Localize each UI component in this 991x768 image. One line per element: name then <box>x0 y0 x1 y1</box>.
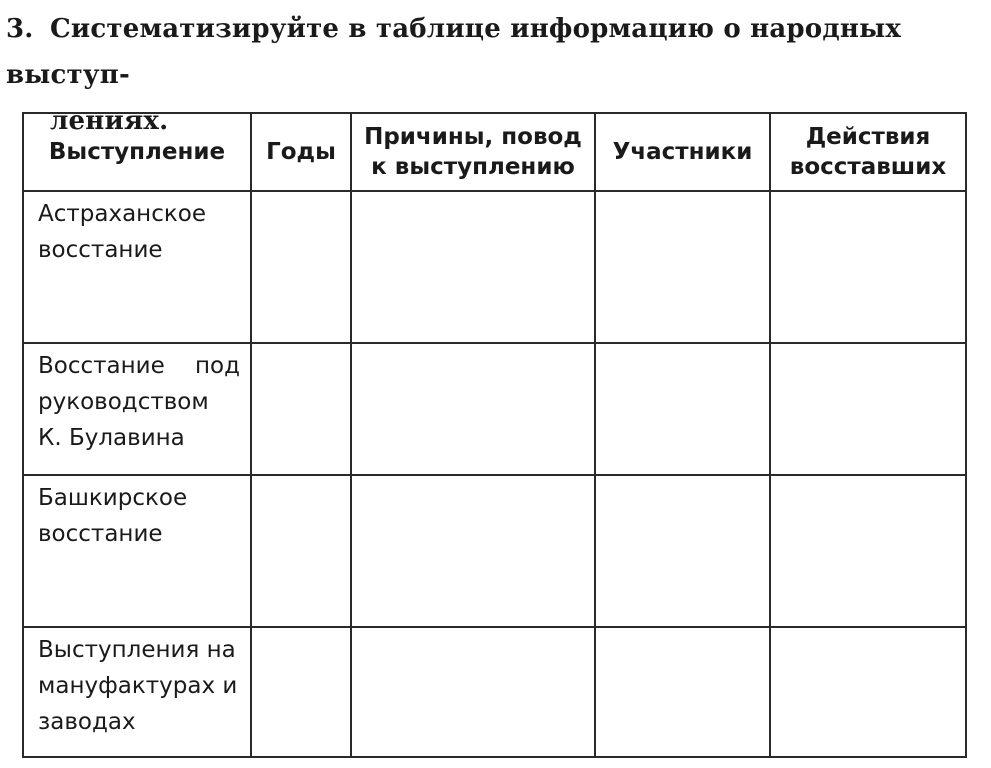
causes-answer-cell[interactable] <box>351 191 595 343</box>
header-cell-participants <box>595 113 770 191</box>
table-row <box>23 475 966 627</box>
actions-answer-cell[interactable] <box>770 343 966 475</box>
event-name-cell <box>23 475 251 627</box>
event-name-cell <box>23 191 251 343</box>
event-name-line <box>38 348 240 384</box>
header-cell-actions <box>770 113 966 191</box>
years-answer-cell[interactable] <box>251 191 351 343</box>
causes-answer-cell[interactable] <box>351 627 595 757</box>
causes-answer-cell[interactable] <box>351 343 595 475</box>
event-name-line: руководством <box>38 389 209 415</box>
participants-answer-cell[interactable] <box>595 627 770 757</box>
event-name-line: Астраханское <box>38 201 206 227</box>
years-answer-cell[interactable] <box>251 343 351 475</box>
header-cell-causes <box>351 113 595 191</box>
event-name-cell <box>23 343 251 475</box>
task-text-line2: лениях. <box>50 106 169 136</box>
event-name-line: К. Булавина <box>38 425 185 451</box>
worksheet-table <box>22 112 967 758</box>
table-row <box>23 343 966 475</box>
actions-answer-cell[interactable] <box>770 191 966 343</box>
table-row <box>23 627 966 757</box>
event-name-word: Восстание <box>38 353 165 379</box>
header-label-line2: к выступлению <box>371 154 575 180</box>
header-cell-years <box>251 113 351 191</box>
header-label-line2: восставших <box>789 154 947 180</box>
header-row <box>23 113 966 191</box>
event-name-line: мануфактурах и <box>38 673 238 699</box>
event-name-line: заводах <box>38 709 136 735</box>
event-name-line: Выступления на <box>38 637 236 663</box>
years-answer-cell[interactable] <box>251 475 351 627</box>
actions-answer-cell[interactable] <box>770 627 966 757</box>
table-row <box>23 191 966 343</box>
header-label: Участники <box>612 139 753 165</box>
event-name-line: Башкирское <box>38 485 188 511</box>
header-cell-event <box>23 113 251 191</box>
task-text-line1: Систематизируйте в таблице информацию о народных выступ- <box>6 14 902 90</box>
participants-answer-cell[interactable] <box>595 191 770 343</box>
event-name-cell <box>23 627 251 757</box>
header-label: Действия <box>805 124 931 150</box>
header-label: Причины, повод <box>364 124 582 150</box>
header-label: Годы <box>266 139 336 165</box>
causes-answer-cell[interactable] <box>351 475 595 627</box>
years-answer-cell[interactable] <box>251 627 351 757</box>
task-number: 3. <box>6 14 34 44</box>
participants-answer-cell[interactable] <box>595 343 770 475</box>
participants-answer-cell[interactable] <box>595 475 770 627</box>
event-name-line: восстание <box>38 521 163 547</box>
header-label: Выступление <box>48 139 226 165</box>
event-name-word: под <box>194 353 240 379</box>
event-name-line: восстание <box>38 237 163 263</box>
actions-answer-cell[interactable] <box>770 475 966 627</box>
